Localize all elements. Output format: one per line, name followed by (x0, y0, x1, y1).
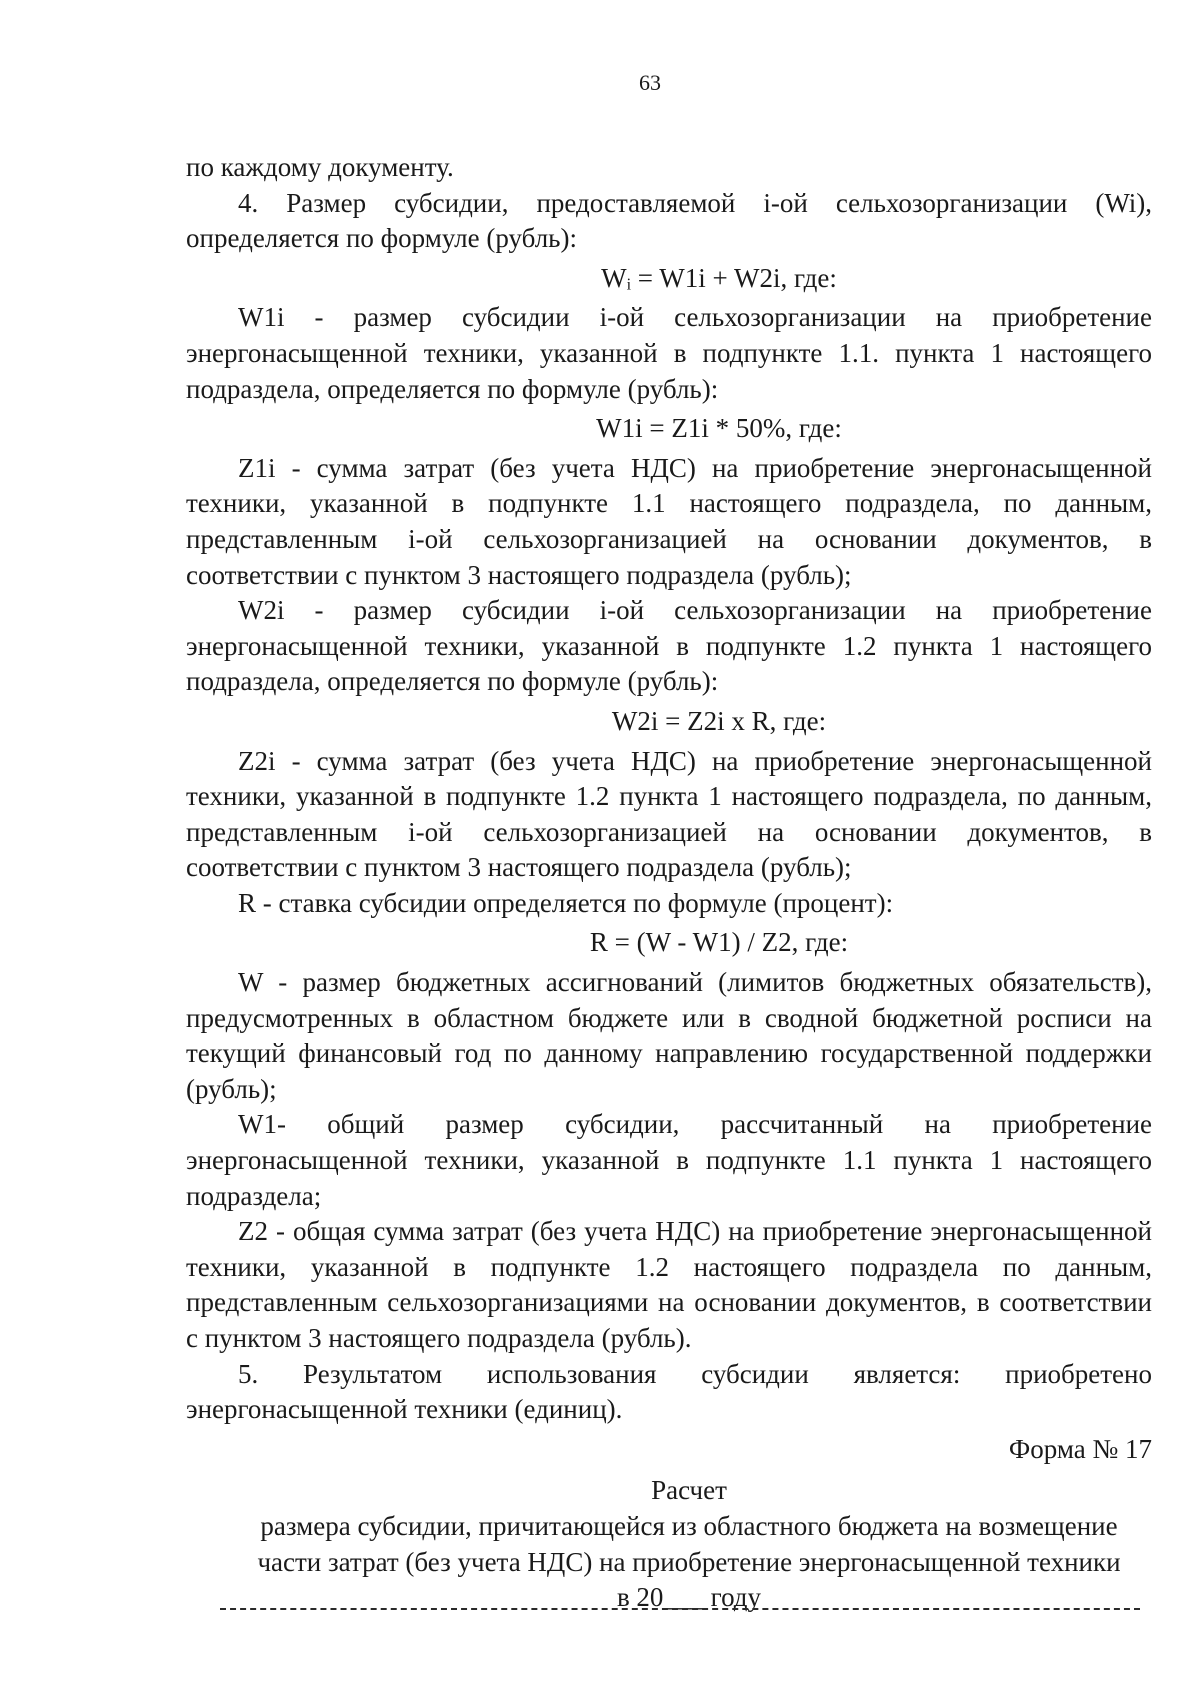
form-number: Форма № 17 (1008, 1433, 1152, 1464)
paragraph-w1i-definition: W1i - размер субсидии i-ой сельхозорганизации на приобретение энергонасыщенной техники, указанной в подпункте 1.1. пункта 1 настоящего подраздела, определяется по формуле (рубль): (186, 302, 1152, 404)
document-body (186, 150, 1152, 1616)
formula-w2i: W2i = Z2i x R, где: (611, 705, 827, 736)
form-subtitle-line-3: в 20___ году (616, 1582, 762, 1613)
page-number: 63 (639, 70, 661, 95)
formula-w1i: W1i = Z1i * 50%, где: (596, 413, 842, 444)
paragraph-item-4: 4. Размер субсидии, предоставляемой i-ой сельхозорганизации (Wi), определяется по формуле (рубль): (186, 187, 1152, 254)
paragraph-w1-definition: W1- общий размер субсидии, рассчитанный на приобретение энергонасыщенной техники, указанной в подпункте 1.1 пункта 1 настоящего подраздела; (186, 1109, 1152, 1211)
paragraph-z1i-definition: Z1i - сумма затрат (без учета НДС) на приобретение энергонасыщенной техники, указанной в подпункте 1.1 настоящего подраздела, по данным, представленным i-ой сельхозорганизацией на основании документов, в соответствии с пунктом 3 настоящего подраздела (рубль); (186, 452, 1152, 590)
form-title: Расчет (651, 1475, 727, 1506)
paragraph-item-5: 5. Результатом использования субсидии является: приобретено энергонасыщенной техники (единиц). (186, 1358, 1152, 1425)
form-subtitle-line-1: размера субсидии, причитающейся из областного бюджета на возмещение (260, 1510, 1118, 1541)
paragraph-z2-definition: Z2 - общая сумма затрат (без учета НДС) на приобретение энергонасыщенной техники, указанной в подпункте 1.2 настоящего подраздела по данным, представленным сельхозорганизациями на основании документов, в соответствии с пунктом 3 настоящего подраздела (рубль). (186, 1216, 1152, 1353)
formula-wi: Wᵢ = W1i + W2i, где: (601, 262, 837, 293)
paragraph-w2i-definition: W2i - размер субсидии i-ой сельхозорганизации на приобретение энергонасыщенной техники, указанной в подпункте 1.2 пункта 1 настоящего подраздела, определяется по формуле (рубль): (186, 595, 1152, 697)
formula-r: R = (W - W1) / Z2, где: (589, 927, 849, 958)
paragraph-w-definition: W - размер бюджетных ассигнований (лимитов бюджетных обязательств), предусмотренных в областном бюджете или в сводной бюджетной росписи на текущий финансовый год по данному направлению государственной поддержки (рубль); (186, 967, 1152, 1104)
paragraph-z2i-definition: Z2i - сумма затрат (без учета НДС) на приобретение энергонасыщенной техники, указанной в подпункте 1.2 пункта 1 настоящего подраздела, по данным, представленным i-ой сельхозорганизацией на основании документов, в соответствии с пунктом 3 настоящего подраздела (рубль); (186, 745, 1152, 883)
form-subtitle-line-2: части затрат (без учета НДС) на приобретение энергонасыщенной техники (257, 1546, 1121, 1577)
paragraph-r-definition: R - ставка субсидии определяется по формуле (процент): (238, 887, 894, 918)
table-top-rule (220, 1608, 1140, 1610)
paragraph-continuation: по каждому документу. (186, 152, 454, 182)
